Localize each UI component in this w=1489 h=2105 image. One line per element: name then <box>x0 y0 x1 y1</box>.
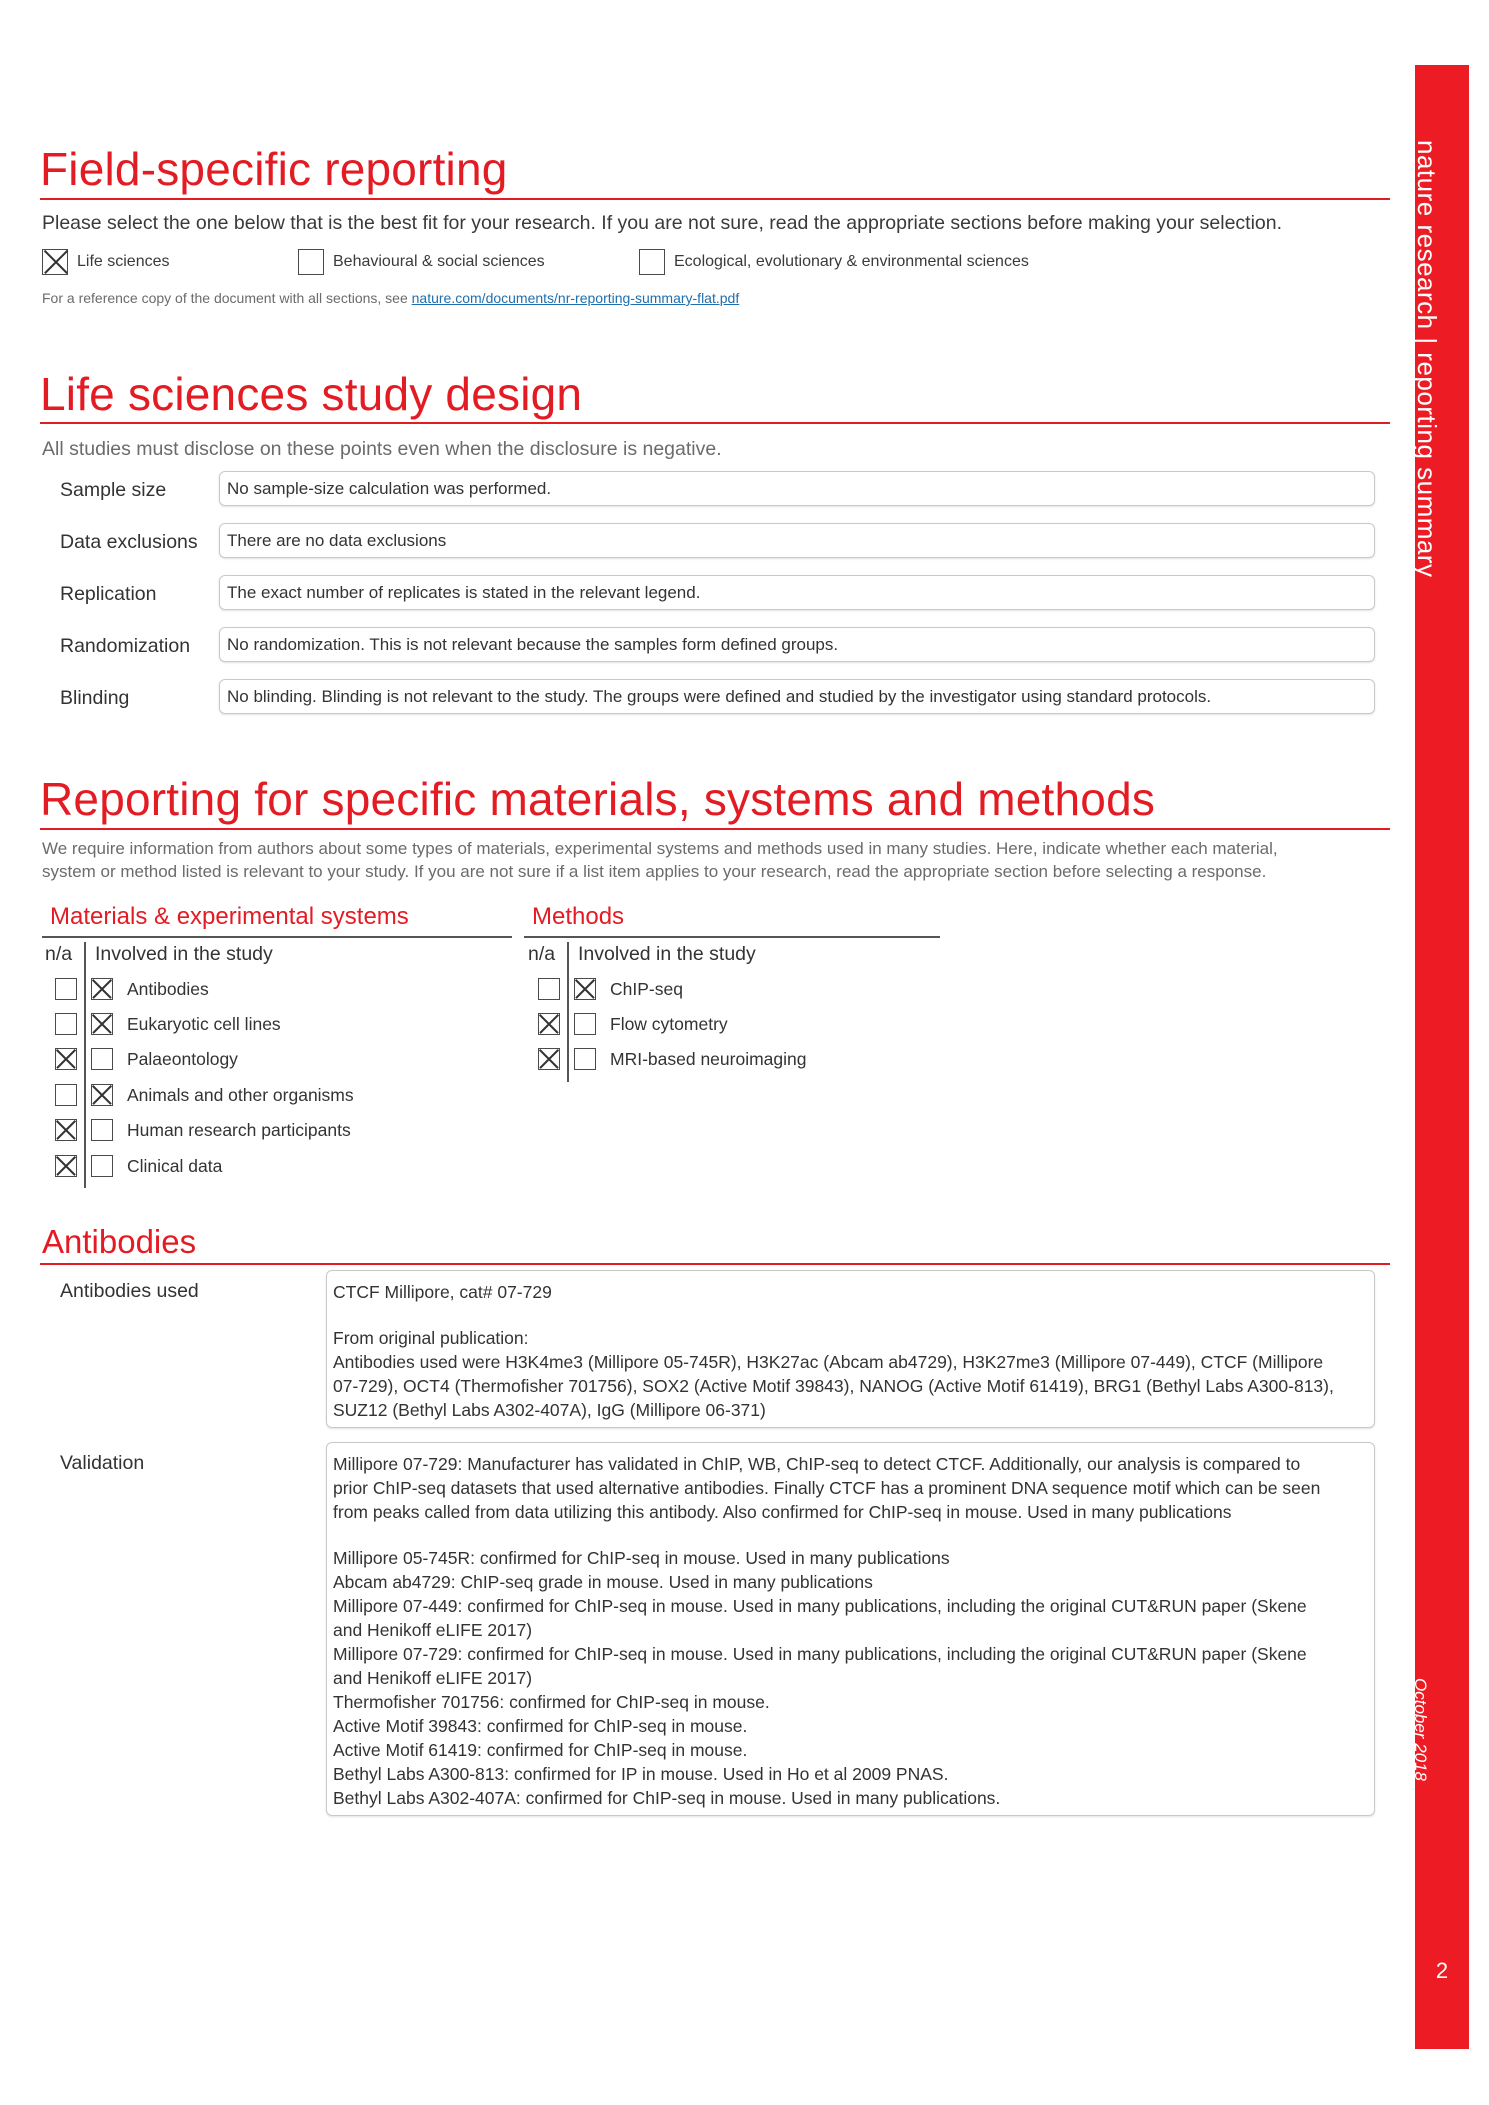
text-line: 07-729), OCT4 (Thermofisher 701756), SOX2 (Active Motif 39843), NANOG (Active Motif 61419), BRG1 (Bethyl Labs A300-813), <box>333 1376 1334 1396</box>
methods-item-label: MRI-based neuroimaging <box>610 1048 807 1069</box>
antibodies-rule <box>40 1263 1390 1265</box>
involved-checkbox[interactable] <box>91 1013 113 1035</box>
field-option-life[interactable] <box>42 249 170 275</box>
page-number: 2 <box>1435 1958 1449 1983</box>
na-checkbox[interactable] <box>55 1048 77 1070</box>
na-checkbox[interactable] <box>55 1155 77 1177</box>
involved-checkbox[interactable] <box>91 1048 113 1070</box>
randomization-field[interactable]: No randomization. This is not relevant because the samples form defined groups. <box>219 627 1375 662</box>
field-option-label: Ecological, evolutionary & environmental sciences <box>674 253 1029 270</box>
na-checkbox[interactable] <box>538 1048 560 1070</box>
checkbox[interactable] <box>298 249 324 275</box>
involved-checkbox[interactable] <box>574 978 596 1000</box>
validation-label: Validation <box>60 1452 145 1474</box>
methods-item-label: Flow cytometry <box>610 1013 728 1034</box>
validation-field[interactable] <box>326 1442 1375 1816</box>
field-rule <box>40 198 1390 200</box>
materials-intro-1: We require information from authors about some types of materials, experimental systems and methods used in many studies. Here, indicate whether each material, <box>42 839 1278 858</box>
study-label-replication: Replication <box>60 583 157 605</box>
materials-involved-header: Involved in the study <box>95 943 273 965</box>
text-line: CTCF Millipore, cat# 07-729 <box>333 1282 552 1302</box>
involved-checkbox[interactable] <box>91 1155 113 1177</box>
materials-item-label: Eukaryotic cell lines <box>127 1013 281 1034</box>
study-rule <box>40 422 1390 424</box>
na-checkbox[interactable] <box>55 1013 77 1035</box>
involved-checkbox[interactable] <box>574 1013 596 1035</box>
antibodies-heading: Antibodies <box>42 1223 197 1260</box>
materials-row-clinical <box>55 1155 222 1177</box>
field-intro: Please select the one below that is the best fit for your research. If you are not sure, read the appropriate sections before making your selection. <box>42 212 1283 234</box>
materials-item-label: Human research participants <box>127 1119 351 1140</box>
field-option-ecological[interactable] <box>639 249 1029 275</box>
text-line: Thermofisher 701756: confirmed for ChIP-seq in mouse. <box>333 1692 770 1712</box>
materials-column-rule <box>42 936 512 938</box>
methods-row-chipseq <box>538 978 683 1000</box>
text-line: from peaks called from data utilizing this antibody. Also confirmed for ChIP-seq in mouse. Used in many publications <box>333 1502 1232 1522</box>
text-line: Millipore 05-745R: confirmed for ChIP-seq in mouse. Used in many publications <box>333 1548 950 1568</box>
data-exclusions-field[interactable]: There are no data exclusions <box>219 523 1375 558</box>
field-heading: Field-specific reporting <box>40 143 508 195</box>
materials-na-header: n/a <box>45 943 73 965</box>
sidebar-date: October 2018 <box>1411 1678 1430 1782</box>
involved-checkbox[interactable] <box>91 978 113 1000</box>
text-line: Bethyl Labs A300-813: confirmed for IP in mouse. Used in Ho et al 2009 PNAS. <box>333 1764 949 1784</box>
checkbox[interactable] <box>42 249 68 275</box>
involved-checkbox[interactable] <box>574 1048 596 1070</box>
text-line: and Henikoff eLIFE 2017) <box>333 1668 533 1688</box>
materials-row-palaeontology <box>55 1048 238 1070</box>
na-checkbox[interactable] <box>538 978 560 1000</box>
na-checkbox[interactable] <box>55 1119 77 1141</box>
text-line: Abcam ab4729: ChIP-seq grade in mouse. Used in many publications <box>333 1572 873 1592</box>
na-checkbox[interactable] <box>538 1013 560 1035</box>
replication-field[interactable]: The exact number of replicates is stated in the relevant legend. <box>219 575 1375 610</box>
blinding-field[interactable]: No blinding. Blinding is not relevant to the study. The groups were defined and studied by the investigator using standard protocols. <box>219 679 1375 714</box>
involved-checkbox[interactable] <box>91 1119 113 1141</box>
methods-na-header: n/a <box>528 943 556 965</box>
materials-intro-2: system or method listed is relevant to your study. If you are not sure if a list item applies to your research, read the appropriate section before selecting a response. <box>42 862 1267 881</box>
materials-item-label: Clinical data <box>127 1155 223 1176</box>
text-line: Bethyl Labs A302-407A: confirmed for ChIP-seq in mouse. Used in many publications. <box>333 1788 1001 1808</box>
study-heading: Life sciences study design <box>40 368 583 420</box>
study-label-blinding: Blinding <box>60 687 130 709</box>
materials-heading: Reporting for specific materials, systems and methods <box>40 773 1156 825</box>
antibodies-used-label: Antibodies used <box>60 1280 199 1302</box>
methods-row-mri <box>538 1048 807 1070</box>
text-line: Millipore 07-729: confirmed for ChIP-seq in mouse. Used in many publications, including the original CUT&RUN paper (Skene <box>333 1644 1307 1664</box>
methods-column-title: Methods <box>532 903 625 930</box>
text-line: Active Motif 61419: confirmed for ChIP-seq in mouse. <box>333 1740 748 1760</box>
text-line: Millipore 07-729: Manufacturer has validated in ChIP, WB, ChIP-seq to detect CTCF. Additionally, our analysis is compared to <box>333 1454 1301 1474</box>
text-line: SUZ12 (Bethyl Labs A302-407A), IgG (Millipore 06-371) <box>333 1400 766 1420</box>
study-intro: All studies must disclose on these points even when the disclosure is negative. <box>42 438 722 460</box>
text-line: Active Motif 39843: confirmed for ChIP-seq in mouse. <box>333 1716 748 1736</box>
materials-column-title: Materials & experimental systems <box>50 903 409 930</box>
materials-rule <box>40 828 1390 830</box>
study-label-data-exclusions: Data exclusions <box>60 531 198 553</box>
materials-item-label: Antibodies <box>127 978 209 999</box>
sample-size-field[interactable]: No sample-size calculation was performed. <box>219 471 1375 506</box>
materials-row-human <box>55 1119 351 1141</box>
involved-checkbox[interactable] <box>91 1084 113 1106</box>
materials-item-label: Animals and other organisms <box>127 1084 354 1105</box>
methods-item-label: ChIP-seq <box>610 978 683 999</box>
field-option-label: Behavioural & social sciences <box>333 253 545 270</box>
text-line: Antibodies used were H3K4me3 (Millipore 05-745R), H3K27ac (Abcam ab4729), H3K27me3 (Millipore 07-449), CTCF (Millipore <box>333 1352 1324 1372</box>
checkbox[interactable] <box>639 249 665 275</box>
antibodies-used-field[interactable] <box>326 1270 1375 1428</box>
study-label-randomization: Randomization <box>60 635 191 657</box>
text-line: and Henikoff eLIFE 2017) <box>333 1620 533 1640</box>
reference-link[interactable]: nature.com/documents/nr-reporting-summary-flat.pdf <box>411 290 740 306</box>
materials-row-animals <box>55 1084 354 1106</box>
text-line: Millipore 07-449: confirmed for ChIP-seq in mouse. Used in many publications, including the original CUT&RUN paper (Skene <box>333 1596 1307 1616</box>
materials-item-label: Palaeontology <box>127 1048 238 1069</box>
methods-row-flow <box>538 1013 728 1035</box>
na-checkbox[interactable] <box>55 1084 77 1106</box>
methods-column-rule <box>524 936 940 938</box>
materials-row-eukaryotic <box>55 1013 281 1035</box>
text-line: From original publication: <box>333 1328 529 1348</box>
field-option-label: Life sciences <box>77 253 170 270</box>
reference-note <box>42 290 739 306</box>
methods-involved-header: Involved in the study <box>578 943 756 965</box>
text-line: prior ChIP-seq datasets that used alternative antibodies. Finally CTCF has a prominent DNA sequence motif which can be seen <box>333 1478 1321 1498</box>
field-option-behavioural[interactable] <box>298 249 545 275</box>
reference-prefix: For a reference copy of the document with all sections, see <box>42 290 412 306</box>
materials-row-antibodies <box>55 978 209 1000</box>
sidebar-title: nature research | reporting summary <box>1412 140 1442 578</box>
na-checkbox[interactable] <box>55 978 77 1000</box>
study-label-sample-size: Sample size <box>60 479 167 501</box>
